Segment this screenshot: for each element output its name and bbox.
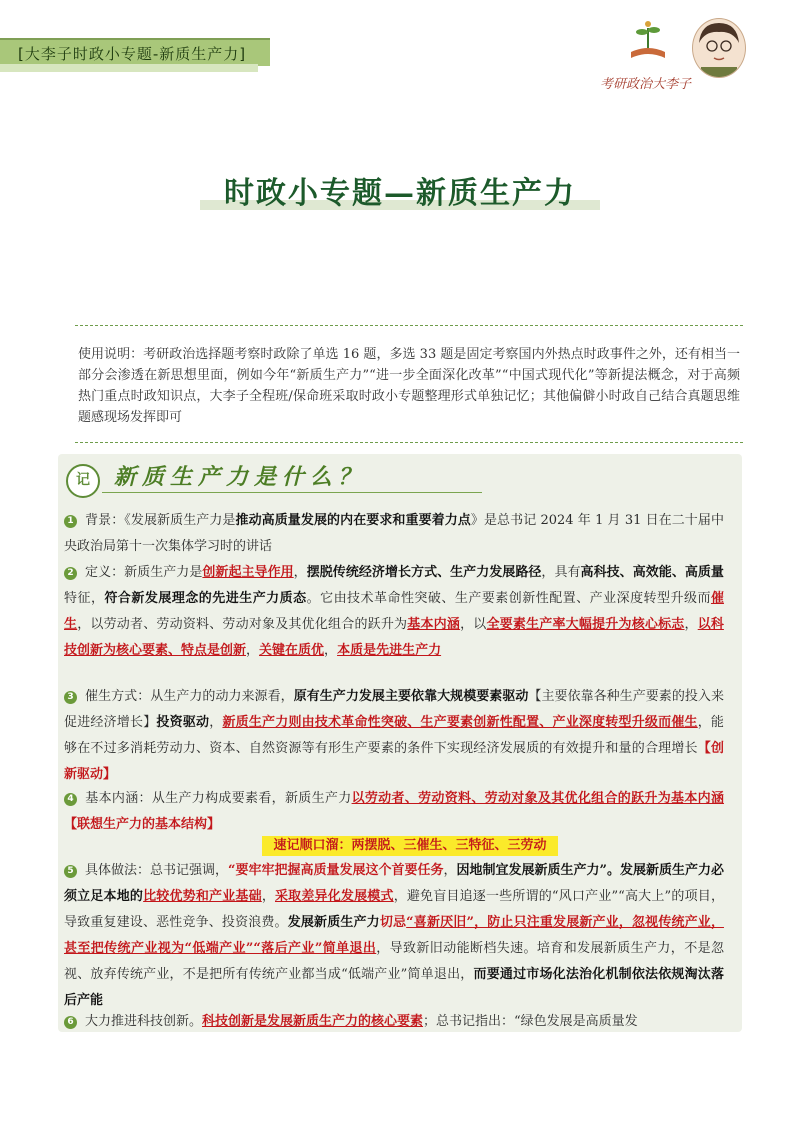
item-text: 具体做法：总书记强调， [85, 863, 229, 878]
item-text: ，具有 [541, 565, 581, 580]
item-highlight: “要牢牢把握高质量发展这个首要任务 [228, 863, 444, 878]
item-highlight: 本质是先进生产力 [337, 643, 442, 658]
item-highlight: “喜新厌旧”，防止只注重发展新产业，忽视传统产业，甚至把传统产业视为“低端产业”“落后产业”简单退出 [64, 915, 724, 956]
item-highlight: 比较优势和产业基础 [143, 889, 262, 904]
item-text: ，以劳动者、劳动资料、劳动对象及其优化组合的跃升为 [77, 617, 408, 632]
item-text: 【主要依靠各种生产要素的投入来促进经济增长】 [64, 689, 724, 730]
item-emphasis: 推动高质量发展的内在要求和重要着力点 [235, 513, 471, 528]
usage-note: 使用说明：考研政治选择题考察时政除了单选 16 题，多选 33 题是固定考察国内外热点时政事件之外，还有相当一部分会渗透在新思想里面，例如今年“新质生产力”“进一步全面深化改革”“中国式现代化”等新提法概念，对于高频热门重点时政知识点，大李子全程班/保命班采取时政小专题整理形式单独记忆；其他偏僻小时政自己结合真题思维题感现场发挥即可 [78, 347, 740, 425]
item-text: 催生方式：从生产力的动力来源看， [85, 689, 294, 704]
item-emphasis: 因地制宜发展新质生产力”。发展新质生产力必须立足本地的 [64, 863, 724, 904]
item-text: 》是总书记 2024 年 1 月 31 日在二十届中央政治局第十一次集体学习时的讲话 [64, 513, 724, 554]
item-highlight: 催生 [64, 591, 724, 632]
card-header-underline [102, 492, 482, 493]
brand-header [600, 18, 750, 93]
item-text: ， [293, 565, 307, 580]
item-number: 3 [64, 691, 77, 704]
item-highlight: 全要素生产率大幅提升为核心标志 [486, 617, 685, 632]
item-number: 2 [64, 567, 77, 580]
page-title: 时政小专题—新质生产力 [224, 176, 576, 211]
item-highlight: 科技创新是发展新质生产力的核心要素 [202, 1014, 424, 1029]
item-number: 4 [64, 793, 77, 806]
item-text: 大力推进科技创新。 [85, 1014, 203, 1029]
card-header [58, 454, 742, 500]
memo-icon: 记 [66, 464, 100, 498]
item-text: 定义：新质生产力是 [85, 565, 203, 580]
item-emphasis: 投资驱动 [156, 715, 210, 730]
item-number: 1 [64, 515, 77, 528]
list-item-innovation [64, 1012, 724, 1032]
item-text: ， [324, 643, 338, 658]
list-item-definition [64, 560, 724, 664]
divider-top [75, 325, 743, 326]
item-text: ，避免盲目追逐一些所谓的“风口产业”“高大上”的项目，导致重复建设、恶性竞争、投资浪费。 [64, 889, 724, 930]
item-emphasis: 高科技、高效能、高质量 [580, 565, 724, 580]
card-title: 新质生产力是什么？ [114, 464, 367, 490]
item-emphasis: 发展新质生产力 [287, 915, 380, 930]
list-item-connotation [64, 786, 724, 838]
item-highlight: 创新起主导作用 [202, 565, 294, 580]
item-highlight: 【联想生产力的基本结构】 [64, 817, 221, 832]
item-highlight: 新质生产力则由技术革命性突破、生产要素创新性配置、产业深度转型升级而催生 [222, 715, 698, 730]
topic-tag [0, 38, 270, 66]
avatar-face-icon [693, 19, 745, 77]
item-emphasis: 符合新发展理念的先进生产力质态 [104, 591, 307, 606]
item-text: 基本内涵：从生产力构成要素看，新质生产力 [85, 791, 352, 806]
author-avatar [692, 18, 746, 78]
brand-name: 考研政治大李子 [600, 77, 692, 92]
item-text: ；总书记指出：“绿色发展是高质量发 [423, 1014, 638, 1029]
item-number: 5 [64, 865, 77, 878]
topic-tag-shadow [0, 64, 258, 72]
item-text: 背景：《发展新质生产力是 [85, 513, 236, 528]
item-highlight: 【创新驱动】 [64, 741, 724, 782]
item-text: ， [246, 643, 260, 658]
page-title-block [175, 160, 625, 220]
item-highlight: 关键在质优 [259, 643, 325, 658]
item-emphasis: 原有生产力发展主要依靠大规模要素驱动 [293, 689, 529, 704]
item-number: 6 [64, 1016, 77, 1029]
item-emphasis: 摆脱传统经济增长方式、生产力发展路径 [306, 565, 542, 580]
item-text: ， [261, 889, 275, 904]
item-highlight: 以劳动者、劳动资料、劳动对象及其优化组合的跃升为基本内涵 [351, 791, 724, 806]
item-highlight: 采取差异化发展模式 [275, 889, 394, 904]
divider-bottom [75, 442, 743, 443]
item-text: ， [443, 863, 457, 878]
item-text: 特征， [64, 591, 105, 606]
item-text: ， [684, 617, 698, 632]
item-text: ，能够在不过多消耗劳动力、资本、自然资源等有形生产要素的条件下实现经济发展质的有效提升和量的合理增长 [64, 715, 724, 756]
topic-tag-text: [大李子时政小专题-新质生产力] [18, 45, 247, 63]
list-item-practice [64, 858, 724, 1014]
item-text: 。它由技术革命性突破、生产要素创新性配置、产业深度转型升级而 [306, 591, 711, 606]
item-highlight: 基本内涵 [407, 617, 461, 632]
list-item-background [64, 508, 724, 560]
book-sprout-logo-icon [625, 18, 671, 64]
mnemonic-banner: 速记顺口溜：两摆脱、三催生、三特征、三劳动 [262, 836, 558, 856]
item-highlight: 以科技创新为核心要素、特点是创新 [64, 617, 724, 658]
item-highlight: 切忌 [379, 915, 407, 930]
item-text: ，导致新旧动能断档失速。培育和发展新质生产力，不是忽视、放弃传统产业，不是把所有传统产业都当成“低端产业”简单退出， [64, 941, 724, 982]
item-text: ，以 [460, 617, 487, 632]
item-emphasis: 而要通过市场化法治化机制依法依规淘汰落后产能 [64, 967, 724, 1008]
item-text: ， [209, 715, 223, 730]
list-item-method [64, 684, 724, 788]
